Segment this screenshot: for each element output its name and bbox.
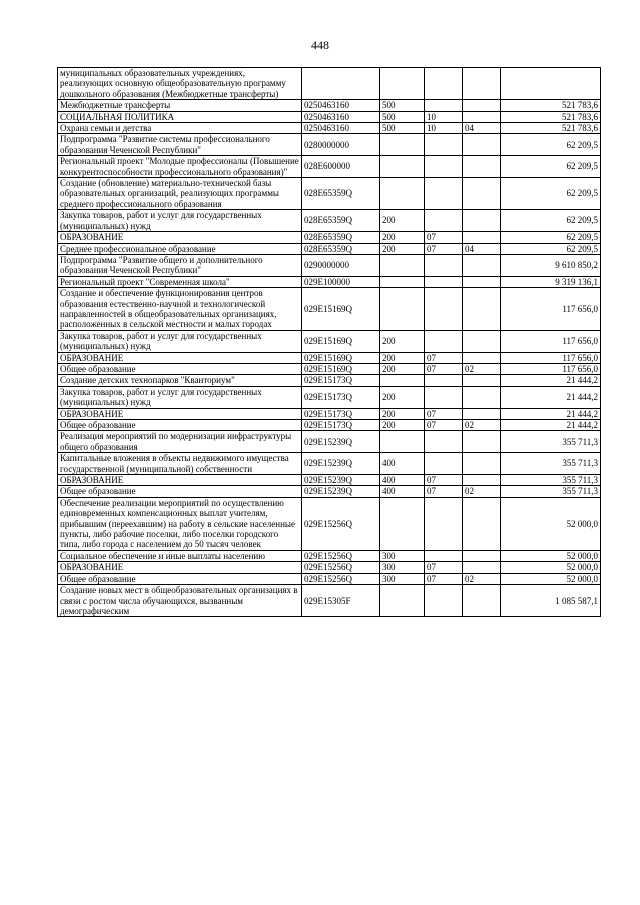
row-expense-type-cell: 400	[380, 453, 425, 475]
table-row	[58, 386, 601, 408]
row-section-cell: 07	[425, 363, 463, 374]
row-expense-type-cell: 300	[380, 550, 425, 561]
row-code-cell	[302, 68, 380, 100]
row-name-cell: Закупка товаров, работ и услуг для государственных (муниципальных) нужд	[58, 330, 302, 352]
row-section-cell: 07	[425, 573, 463, 584]
row-amount-cell: 21 444,2	[501, 375, 601, 386]
row-name-cell: Создание новых мест в общеобразовательных организациях в связи с ростом числа обучающихся, вызванным демографическим	[58, 585, 302, 617]
row-section-cell: 07	[425, 486, 463, 497]
row-name-cell: ОБРАЗОВАНИЕ	[58, 562, 302, 573]
row-amount-cell: 9 319 136,1	[501, 276, 601, 287]
row-subsection-cell	[463, 453, 501, 475]
row-code-cell: 029E15169Q	[302, 330, 380, 352]
table-row	[58, 562, 601, 573]
row-amount-cell: 355 711,3	[501, 486, 601, 497]
row-subsection-cell	[463, 134, 501, 156]
row-section-cell	[425, 156, 463, 178]
table-row	[58, 585, 601, 617]
row-section-cell	[425, 210, 463, 232]
row-expense-type-cell: 200	[380, 243, 425, 254]
row-name-cell: Капитальные вложения в объекты недвижимого имущества государственной (муниципальной) собственности	[58, 453, 302, 475]
row-amount-cell: 62 209,5	[501, 156, 601, 178]
row-expense-type-cell: 200	[380, 408, 425, 419]
row-section-cell	[425, 134, 463, 156]
row-name-cell: Региональный проект "Молодые профессионалы (Повышение конкурентоспособности профессионального образования)"	[58, 156, 302, 178]
row-section-cell	[425, 453, 463, 475]
row-subsection-cell: 04	[463, 243, 501, 254]
row-section-cell	[425, 178, 463, 210]
row-section-cell: 07	[425, 475, 463, 486]
row-amount-cell: 117 656,0	[501, 288, 601, 331]
table-row	[58, 123, 601, 134]
table-row	[58, 363, 601, 374]
table-row	[58, 68, 601, 100]
table-row	[58, 156, 601, 178]
table-row	[58, 111, 601, 122]
row-code-cell: 029E15169Q	[302, 352, 380, 363]
row-expense-type-cell: 200	[380, 420, 425, 431]
row-name-cell: Подпрограмма "Развитие системы профессионального образования Чеченской Республики"	[58, 134, 302, 156]
row-section-cell	[425, 550, 463, 561]
row-amount-cell: 521 783,6	[501, 111, 601, 122]
row-subsection-cell	[463, 68, 501, 100]
row-expense-type-cell: 500	[380, 123, 425, 134]
row-code-cell: 029E15256Q	[302, 550, 380, 561]
row-amount-cell: 52 000,0	[501, 573, 601, 584]
row-name-cell: муниципальных образовательных учреждениях, реализующих основную общеобразовательную программу дошкольного образования (Межбюджетные трансферты)	[58, 68, 302, 100]
row-section-cell	[425, 68, 463, 100]
row-name-cell: Создание и обеспечение функционирования центров образования естественно-научной и технологической направленностей в общеобразовательных организациях, расположенных в сельской местности и малых городах	[58, 288, 302, 331]
budget-table-body	[58, 68, 601, 617]
row-expense-type-cell: 200	[380, 386, 425, 408]
row-expense-type-cell	[380, 585, 425, 617]
row-section-cell	[425, 431, 463, 453]
row-code-cell: 0250463160	[302, 100, 380, 111]
row-expense-type-cell	[380, 134, 425, 156]
row-subsection-cell: 02	[463, 486, 501, 497]
row-name-cell: Закупка товаров, работ и услуг для государственных (муниципальных) нужд	[58, 210, 302, 232]
row-code-cell: 029E15256Q	[302, 573, 380, 584]
table-row	[58, 210, 601, 232]
budget-table	[57, 67, 601, 617]
row-amount-cell: 21 444,2	[501, 408, 601, 419]
row-subsection-cell	[463, 111, 501, 122]
row-subsection-cell	[463, 156, 501, 178]
row-subsection-cell	[463, 210, 501, 232]
row-code-cell: 029E15239Q	[302, 431, 380, 453]
table-row	[58, 431, 601, 453]
row-amount-cell: 62 209,5	[501, 243, 601, 254]
row-section-cell	[425, 375, 463, 386]
row-subsection-cell	[463, 431, 501, 453]
row-name-cell: Создание детских технопарков "Кванториум"	[58, 375, 302, 386]
row-section-cell	[425, 276, 463, 287]
row-expense-type-cell: 400	[380, 475, 425, 486]
row-expense-type-cell: 300	[380, 573, 425, 584]
table-row	[58, 573, 601, 584]
row-name-cell: ОБРАЗОВАНИЕ	[58, 232, 302, 243]
row-expense-type-cell	[380, 178, 425, 210]
row-code-cell: 029E15173Q	[302, 375, 380, 386]
row-amount-cell: 21 444,2	[501, 420, 601, 431]
row-section-cell: 10	[425, 111, 463, 122]
table-row	[58, 134, 601, 156]
row-expense-type-cell: 200	[380, 363, 425, 374]
table-row	[58, 276, 601, 287]
table-row	[58, 486, 601, 497]
row-expense-type-cell: 200	[380, 232, 425, 243]
row-name-cell: Обеспечение реализации мероприятий по осуществлению единовременных компенсационных выплат учителям, прибывшим (переехавшим) на работу в сельские населенные пункты, либо рабочие поселки, либо поселки городского типа, либо города с населением до 50 тысяч человек	[58, 497, 302, 550]
row-code-cell: 029E15173Q	[302, 420, 380, 431]
row-amount-cell: 62 209,5	[501, 134, 601, 156]
row-expense-type-cell: 200	[380, 352, 425, 363]
row-subsection-cell	[463, 375, 501, 386]
row-subsection-cell	[463, 288, 501, 331]
row-code-cell: 029E100000	[302, 276, 380, 287]
row-name-cell: Среднее профессиональное образование	[58, 243, 302, 254]
row-name-cell: ОБРАЗОВАНИЕ	[58, 352, 302, 363]
row-code-cell: 028E600000	[302, 156, 380, 178]
row-amount-cell: 1 085 587,1	[501, 585, 601, 617]
row-code-cell: 028E65359Q	[302, 243, 380, 254]
row-subsection-cell: 02	[463, 420, 501, 431]
row-code-cell: 0290000000	[302, 254, 380, 276]
table-row	[58, 232, 601, 243]
row-code-cell: 029E15173Q	[302, 386, 380, 408]
row-subsection-cell: 02	[463, 573, 501, 584]
table-row	[58, 352, 601, 363]
table-row	[58, 475, 601, 486]
row-subsection-cell	[463, 254, 501, 276]
row-expense-type-cell	[380, 375, 425, 386]
row-subsection-cell: 04	[463, 123, 501, 134]
row-subsection-cell	[463, 276, 501, 287]
table-row	[58, 375, 601, 386]
row-expense-type-cell	[380, 497, 425, 550]
row-section-cell: 07	[425, 243, 463, 254]
row-subsection-cell	[463, 408, 501, 419]
row-expense-type-cell: 500	[380, 111, 425, 122]
row-section-cell	[425, 386, 463, 408]
row-name-cell: Региональный проект "Современная школа"	[58, 276, 302, 287]
row-expense-type-cell: 200	[380, 210, 425, 232]
row-subsection-cell: 02	[463, 363, 501, 374]
row-name-cell: Общее образование	[58, 420, 302, 431]
row-amount-cell: 9 610 850,2	[501, 254, 601, 276]
row-code-cell: 029E15239Q	[302, 486, 380, 497]
row-name-cell: Общее образование	[58, 363, 302, 374]
page-number: 448	[311, 38, 329, 52]
row-name-cell: Общее образование	[58, 486, 302, 497]
table-row	[58, 288, 601, 331]
row-expense-type-cell	[380, 431, 425, 453]
row-section-cell	[425, 497, 463, 550]
row-amount-cell: 52 000,0	[501, 497, 601, 550]
row-name-cell: Общее образование	[58, 573, 302, 584]
row-name-cell: Социальное обеспечение и иные выплаты населению	[58, 550, 302, 561]
row-amount-cell: 355 711,3	[501, 453, 601, 475]
row-code-cell: 0280000000	[302, 134, 380, 156]
row-subsection-cell	[463, 330, 501, 352]
row-expense-type-cell	[380, 68, 425, 100]
row-expense-type-cell: 200	[380, 330, 425, 352]
row-name-cell: Межбюджетные трансферты	[58, 100, 302, 111]
row-code-cell: 029E15169Q	[302, 288, 380, 331]
row-amount-cell: 355 711,3	[501, 431, 601, 453]
table-row	[58, 254, 601, 276]
row-amount-cell: 62 209,5	[501, 210, 601, 232]
row-expense-type-cell	[380, 276, 425, 287]
row-expense-type-cell: 300	[380, 562, 425, 573]
table-row	[58, 178, 601, 210]
row-name-cell: Закупка товаров, работ и услуг для государственных (муниципальных) нужд	[58, 386, 302, 408]
row-code-cell: 029E15239Q	[302, 453, 380, 475]
table-row	[58, 453, 601, 475]
row-section-cell	[425, 330, 463, 352]
row-name-cell: ОБРАЗОВАНИЕ	[58, 475, 302, 486]
row-expense-type-cell	[380, 254, 425, 276]
table-row	[58, 497, 601, 550]
row-code-cell: 029E15173Q	[302, 408, 380, 419]
row-subsection-cell	[463, 475, 501, 486]
row-code-cell: 028E65359Q	[302, 178, 380, 210]
row-code-cell: 0250463160	[302, 123, 380, 134]
row-code-cell: 029E15169Q	[302, 363, 380, 374]
row-amount-cell	[501, 68, 601, 100]
row-amount-cell: 355 711,3	[501, 475, 601, 486]
row-section-cell: 07	[425, 562, 463, 573]
row-subsection-cell	[463, 562, 501, 573]
row-expense-type-cell: 500	[380, 100, 425, 111]
row-section-cell	[425, 254, 463, 276]
row-expense-type-cell	[380, 288, 425, 331]
row-subsection-cell	[463, 232, 501, 243]
row-amount-cell: 117 656,0	[501, 352, 601, 363]
row-code-cell: 0250463160	[302, 111, 380, 122]
row-section-cell: 07	[425, 420, 463, 431]
row-amount-cell: 52 000,0	[501, 562, 601, 573]
row-amount-cell: 52 000,0	[501, 550, 601, 561]
row-name-cell: СОЦИАЛЬНАЯ ПОЛИТИКА	[58, 111, 302, 122]
row-subsection-cell	[463, 352, 501, 363]
row-amount-cell: 117 656,0	[501, 330, 601, 352]
row-amount-cell: 21 444,2	[501, 386, 601, 408]
row-name-cell: Охрана семьи и детства	[58, 123, 302, 134]
row-subsection-cell	[463, 585, 501, 617]
row-section-cell: 10	[425, 123, 463, 134]
table-row	[58, 100, 601, 111]
row-name-cell: Реализация мероприятий по модернизации инфраструктуры общего образования	[58, 431, 302, 453]
table-row	[58, 408, 601, 419]
row-section-cell	[425, 585, 463, 617]
row-amount-cell: 117 656,0	[501, 363, 601, 374]
row-code-cell: 028E65359Q	[302, 210, 380, 232]
row-section-cell	[425, 288, 463, 331]
row-amount-cell: 521 783,6	[501, 123, 601, 134]
row-code-cell: 029E15256Q	[302, 497, 380, 550]
row-amount-cell: 62 209,5	[501, 178, 601, 210]
row-amount-cell: 62 209,5	[501, 232, 601, 243]
table-row	[58, 330, 601, 352]
row-expense-type-cell: 400	[380, 486, 425, 497]
row-subsection-cell	[463, 386, 501, 408]
row-section-cell: 07	[425, 352, 463, 363]
row-subsection-cell	[463, 100, 501, 111]
row-subsection-cell	[463, 550, 501, 561]
table-row	[58, 420, 601, 431]
row-section-cell: 07	[425, 408, 463, 419]
table-row	[58, 243, 601, 254]
row-subsection-cell	[463, 497, 501, 550]
row-code-cell: 029E15256Q	[302, 562, 380, 573]
table-row	[58, 550, 601, 561]
row-subsection-cell	[463, 178, 501, 210]
row-section-cell: 07	[425, 232, 463, 243]
row-name-cell: ОБРАЗОВАНИЕ	[58, 408, 302, 419]
row-section-cell	[425, 100, 463, 111]
row-name-cell: Подпрограмма "Развитие общего и дополнительного образования Чеченской Республики"	[58, 254, 302, 276]
row-amount-cell: 521 783,6	[501, 100, 601, 111]
row-code-cell: 029E15239Q	[302, 475, 380, 486]
row-code-cell: 029E15305F	[302, 585, 380, 617]
row-code-cell: 028E65359Q	[302, 232, 380, 243]
row-expense-type-cell	[380, 156, 425, 178]
row-name-cell: Создание (обновление) материально-технической базы образовательных организаций, реализующих программы среднего профессионального образования	[58, 178, 302, 210]
